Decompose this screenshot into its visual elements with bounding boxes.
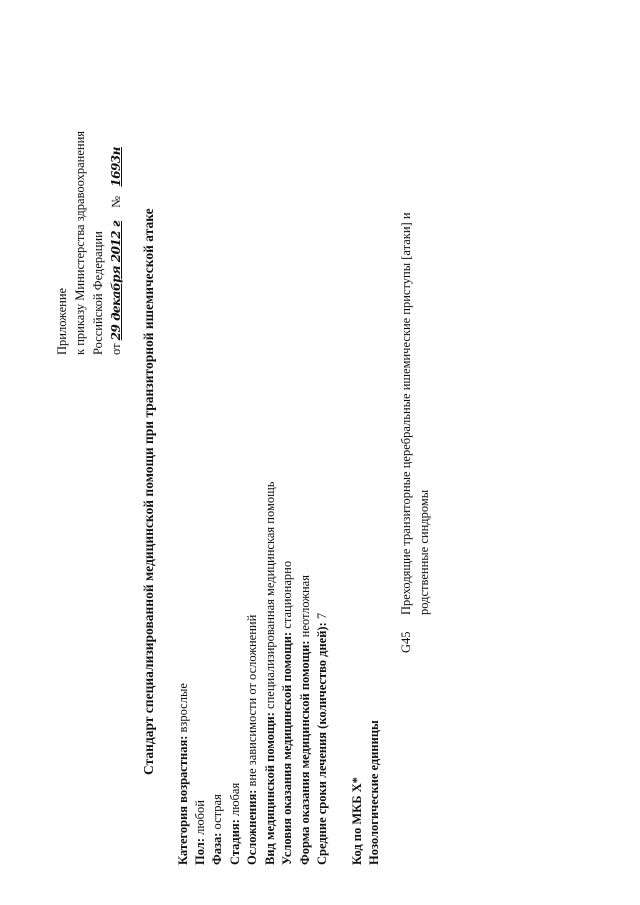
- param-value: любая: [228, 782, 242, 820]
- param-value: вне зависимости от осложнений: [245, 614, 259, 790]
- param-label: Условия оказания медицинской помощи:: [280, 631, 294, 865]
- param-value: любой: [193, 800, 207, 839]
- param-value: неотложная: [298, 575, 312, 641]
- param-stage: [227, 783, 243, 865]
- param-care-conditions: [279, 561, 295, 865]
- appendix-line-3: Российской Федерации: [91, 231, 105, 355]
- number-sign: №: [109, 195, 123, 208]
- param-label: Пол:: [193, 838, 207, 865]
- appendix-line-1: Приложение: [55, 287, 69, 355]
- param-label: Форма оказания медицинской помощи:: [298, 640, 312, 865]
- param-sex: [192, 800, 208, 865]
- icd-description-line-1: Преходящие транзиторные церебральные ишемические приступы [атаки] и: [399, 212, 413, 615]
- param-treatment-days: [314, 613, 330, 865]
- appendix-line-2: к приказу Министерства здравоохранения: [73, 130, 87, 355]
- param-age: [175, 683, 191, 865]
- param-phase: [209, 794, 225, 865]
- param-label: Категория возрастная:: [176, 735, 190, 865]
- param-value: специализированная медицинская помощь: [263, 481, 277, 713]
- param-label: Стадия:: [228, 819, 242, 865]
- param-label: Осложнения:: [245, 789, 259, 865]
- page-title: Стандарт специализированной медицинской помощи при транзиторной ишемической атаке: [141, 208, 156, 775]
- icd-code: G45: [399, 631, 413, 653]
- param-label: Фаза:: [210, 832, 224, 865]
- param-value: 7: [315, 612, 329, 623]
- param-complications: [244, 615, 260, 865]
- param-label: Вид медицинской помощи:: [263, 712, 277, 865]
- handwritten-number: 1693н: [109, 147, 123, 187]
- handwritten-date: 29 декабря 2012 г: [109, 220, 123, 341]
- icd-header: Код по МКБ X*: [350, 777, 364, 865]
- appendix-date-line: [108, 147, 124, 355]
- param-care-type: [262, 482, 278, 865]
- param-value: острая: [210, 794, 224, 833]
- icd-subheader: Нозологические единицы: [367, 720, 381, 865]
- param-care-form: [297, 575, 313, 865]
- param-label: Средние сроки лечения (количество дней):: [315, 622, 329, 865]
- param-value: взрослые: [176, 683, 190, 736]
- param-value: стационарно: [280, 560, 294, 632]
- icd-description-line-2: родственные синдромы: [417, 489, 431, 615]
- from-prefix: от: [109, 343, 123, 355]
